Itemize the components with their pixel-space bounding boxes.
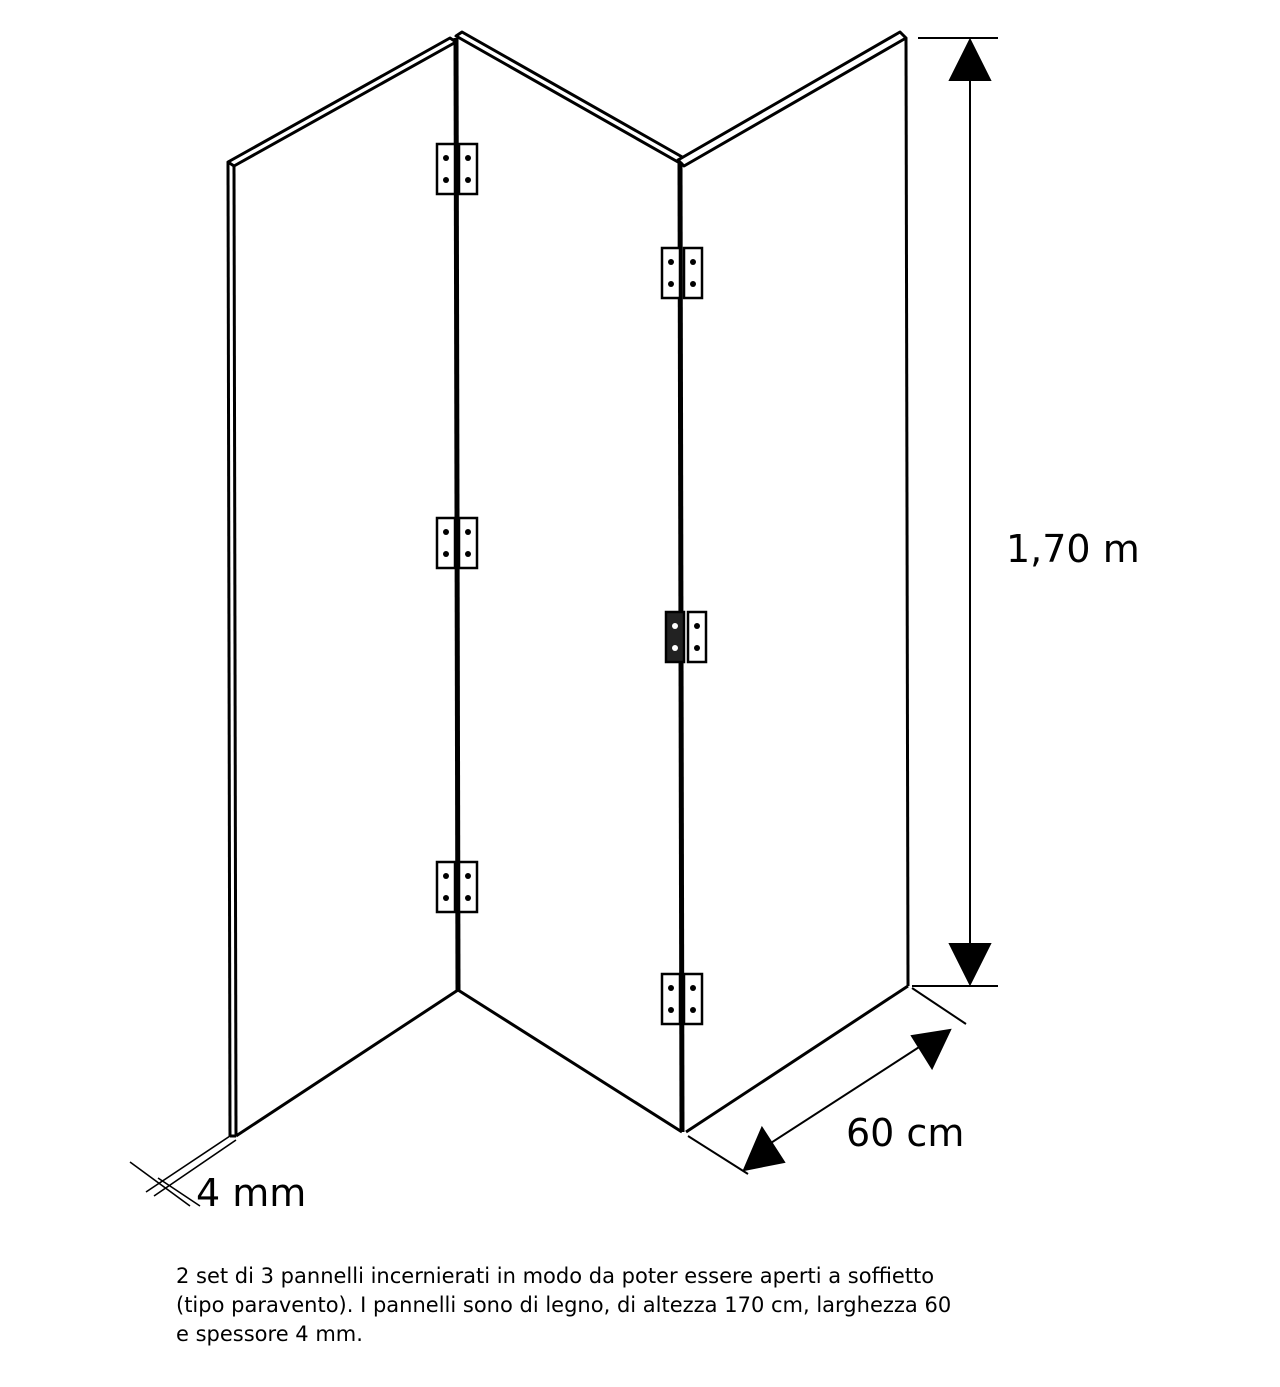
width-arrow-left-icon	[744, 1128, 784, 1170]
height-arrow-down-icon	[950, 944, 990, 984]
left-panel	[228, 38, 458, 1136]
caption-line-3: e spessore 4 mm.	[176, 1322, 363, 1346]
height-label: 1,70 m	[1006, 527, 1140, 571]
caption-line-1: 2 set di 3 pannelli incernierati in modo da poter essere aperti a soffietto	[176, 1264, 935, 1288]
middle-panel	[456, 32, 684, 1132]
right-panel	[678, 32, 908, 1132]
height-dimension	[912, 38, 998, 986]
thickness-label: 4 mm	[196, 1171, 307, 1215]
caption	[176, 1262, 1136, 1349]
height-arrow-up-icon	[950, 40, 990, 80]
hinge-right-middle	[666, 612, 706, 662]
caption-line-2: (tipo paravento). I pannelli sono di legno, di altezza 170 cm, larghezza 60	[176, 1293, 952, 1317]
width-label: 60 cm	[846, 1111, 965, 1155]
